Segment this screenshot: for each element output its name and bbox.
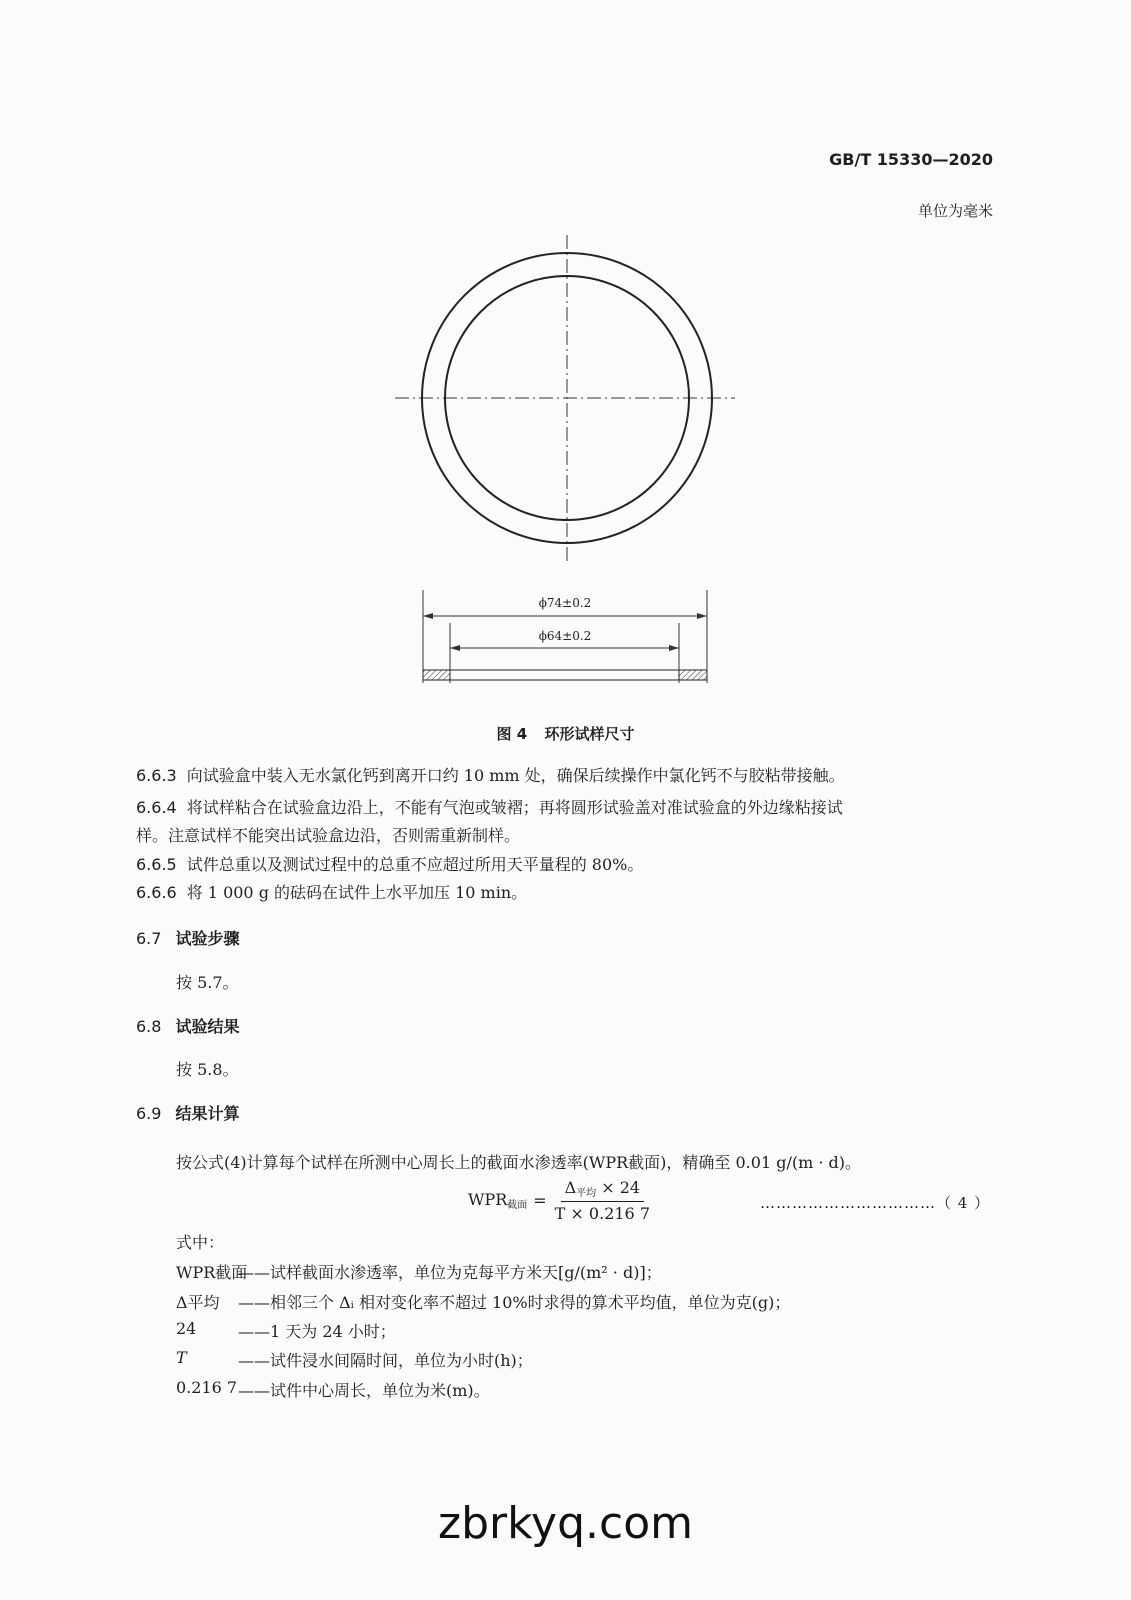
definition-symbol: 24 bbox=[176, 1319, 197, 1338]
definition-symbol: WPR截面 bbox=[176, 1263, 248, 1282]
clause-number: 6.6.6 bbox=[136, 883, 177, 902]
section-title: 结果计算 bbox=[175, 1104, 240, 1123]
clause-text: 将试样粘合在试验盒边沿上，不能有气泡或皱褶；再将圆形试验盖对准试验盒的外边缘粘接试 bbox=[186, 798, 843, 817]
section-title: 试验步骤 bbox=[175, 929, 240, 948]
section-number: 6.7 bbox=[136, 929, 162, 948]
formula-4 bbox=[468, 1178, 650, 1223]
standard-number: GB/T 15330—2020 bbox=[829, 150, 993, 169]
watermark: zbrkyq.com bbox=[438, 1498, 693, 1549]
section-6-8-body: 按 5.8。 bbox=[176, 1060, 239, 1079]
formula-numerator: $\Delta_{平均} \times 24$ bbox=[561, 1178, 645, 1202]
formula-denominator: T × 0.216 7 bbox=[554, 1204, 650, 1223]
definition-text: ——相邻三个 Δᵢ 相对变化率不超过 10%时求得的算术平均值，单位为克(g)； bbox=[238, 1293, 791, 1312]
definition-row bbox=[176, 1378, 490, 1401]
section-6-9-body: 按公式(4)计算每个试样在所测中心周长上的截面水渗透率(WPR截面)，精确至 0.01 g/(m · d)。 bbox=[176, 1153, 861, 1172]
formula-equals: = bbox=[533, 1191, 547, 1210]
figure-caption-title: 环形试样尺寸 bbox=[544, 725, 635, 743]
definition-symbol: Δ平均 bbox=[176, 1293, 220, 1312]
section-6-8-heading bbox=[136, 1014, 239, 1037]
definition-text: ——试样截面水渗透率，单位为克每平方米天[g/(m² · d)]； bbox=[238, 1263, 662, 1282]
section-number: 6.8 bbox=[136, 1017, 162, 1036]
section-6-9-heading bbox=[136, 1101, 239, 1124]
definition-row bbox=[176, 1260, 662, 1283]
clause-6-6-4-continued: 样。注意试样不能突出试验盒边沿，否则需重新制样。 bbox=[136, 826, 521, 845]
figure-caption bbox=[0, 723, 1131, 744]
definition-row bbox=[176, 1319, 396, 1342]
ring-section bbox=[423, 670, 707, 680]
clause-6-6-3 bbox=[136, 763, 845, 789]
ring-section-right-hatch bbox=[679, 670, 707, 680]
section-6-7-heading bbox=[136, 926, 239, 949]
section-title: 试验结果 bbox=[175, 1017, 240, 1036]
definition-symbol: T bbox=[176, 1348, 187, 1367]
clause-number: 6.6.4 bbox=[136, 798, 177, 817]
clause-6-6-4 bbox=[136, 795, 843, 821]
unit-note: 单位为毫米 bbox=[917, 202, 993, 220]
clause-6-6-5 bbox=[136, 852, 643, 878]
section-number: 6.9 bbox=[136, 1104, 162, 1123]
clause-number: 6.6.3 bbox=[136, 766, 177, 785]
section-6-7-body: 按 5.7。 bbox=[176, 973, 239, 992]
definition-row bbox=[176, 1290, 790, 1313]
formula-fraction bbox=[555, 1178, 650, 1223]
where-label: 式中： bbox=[176, 1233, 225, 1252]
equation-number: ……………………………（ 4 ） bbox=[760, 1194, 991, 1212]
definition-symbol: 0.216 7 bbox=[176, 1378, 238, 1397]
ring-section-left-hatch bbox=[423, 670, 450, 680]
clause-text: 试件总重以及测试过程中的总重不应超过所用天平量程的 80%。 bbox=[186, 855, 644, 874]
definition-text: ——试件中心周长，单位为米(m)。 bbox=[238, 1381, 490, 1400]
clause-number: 6.6.5 bbox=[136, 855, 177, 874]
formula-lhs: $WPR_{截面}$ bbox=[468, 1190, 528, 1211]
clause-text: 向试验盒中装入无水氯化钙到离开口约 10 mm 处，确保后续操作中氯化钙不与胶粘带接触。 bbox=[186, 766, 845, 785]
figure-caption-number: 图 4 bbox=[496, 725, 528, 743]
clause-text: 将 1 000 g 的砝码在试件上水平加压 10 min。 bbox=[186, 883, 528, 902]
definition-row bbox=[176, 1348, 533, 1371]
outer-diameter-label: ϕ74±0.2 bbox=[538, 596, 592, 610]
clause-6-6-6 bbox=[136, 880, 527, 906]
ring-specimen-figure bbox=[390, 235, 740, 685]
inner-diameter-label: ϕ64±0.2 bbox=[538, 629, 592, 643]
definition-text: ——试件浸水间隔时间，单位为小时(h)； bbox=[238, 1351, 533, 1370]
definition-text: ——1 天为 24 小时； bbox=[238, 1322, 396, 1341]
